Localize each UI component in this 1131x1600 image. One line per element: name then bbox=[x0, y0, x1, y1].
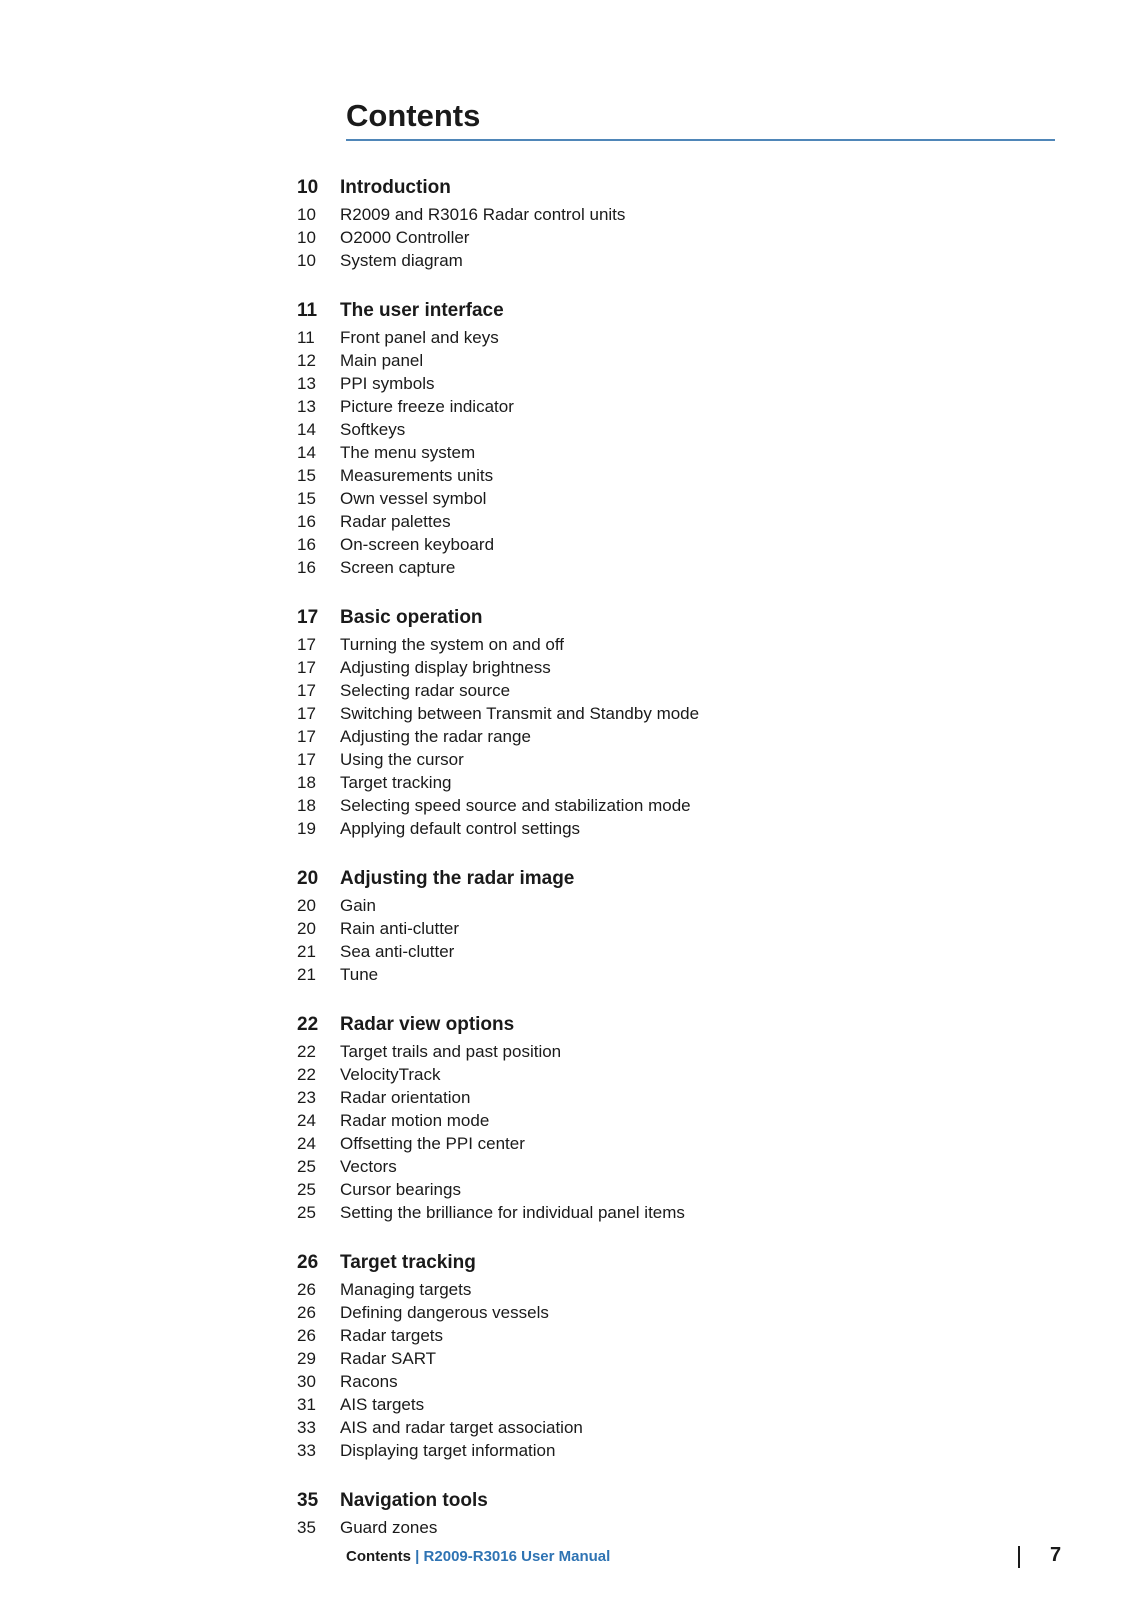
toc-entry-title: Tune bbox=[340, 965, 379, 984]
toc-entry-page: 14 bbox=[297, 420, 316, 439]
toc-entry[interactable] bbox=[297, 633, 1017, 656]
footer-manual-title: R2009-R3016 User Manual bbox=[423, 1548, 611, 1565]
footer-separator: | bbox=[415, 1548, 420, 1565]
toc-entry-page: 11 bbox=[297, 328, 315, 347]
toc-entry[interactable] bbox=[297, 1201, 1017, 1224]
footer bbox=[346, 1548, 610, 1565]
toc-entry[interactable] bbox=[297, 963, 1017, 986]
toc-entry[interactable] bbox=[297, 917, 1017, 940]
toc-entry[interactable] bbox=[297, 894, 1017, 917]
toc-entry-page: 17 bbox=[297, 704, 316, 723]
toc-entry-page: 12 bbox=[297, 351, 316, 370]
toc-entry-title: Radar SART bbox=[340, 1349, 437, 1368]
toc-entry-page: 26 bbox=[297, 1303, 316, 1322]
toc-entry-page: 15 bbox=[297, 466, 316, 485]
toc-entry[interactable] bbox=[297, 702, 1017, 725]
toc-entry-page: 20 bbox=[297, 896, 316, 915]
page-number: 7 bbox=[1050, 1544, 1062, 1566]
toc-section-heading[interactable] bbox=[297, 174, 1017, 202]
toc-entry[interactable] bbox=[297, 326, 1017, 349]
toc-entry-title: Selecting speed source and stabilization mode bbox=[340, 796, 691, 815]
toc-entry-page: 15 bbox=[297, 489, 316, 508]
toc-entry-title: Adjusting display brightness bbox=[340, 658, 551, 677]
toc-entry[interactable] bbox=[297, 226, 1017, 249]
toc-section-page: 10 bbox=[297, 177, 319, 198]
toc-section-page: 20 bbox=[297, 868, 319, 889]
toc-entry-page: 16 bbox=[297, 535, 316, 554]
toc-entry[interactable] bbox=[297, 1178, 1017, 1201]
toc-section-title: Adjusting the radar image bbox=[340, 868, 575, 889]
toc-entry-page: 31 bbox=[297, 1395, 316, 1414]
toc-entry-page: 17 bbox=[297, 727, 316, 746]
toc-section-title: Introduction bbox=[340, 177, 451, 198]
toc-entry[interactable] bbox=[297, 1063, 1017, 1086]
toc-entry-page: 33 bbox=[297, 1441, 316, 1460]
toc-entry-page: 18 bbox=[297, 796, 316, 815]
title-rule bbox=[346, 139, 1055, 141]
toc-entry-page: 13 bbox=[297, 397, 316, 416]
toc-entry-title: Picture freeze indicator bbox=[340, 397, 514, 416]
toc-entry-page: 29 bbox=[297, 1349, 316, 1368]
toc-entry[interactable] bbox=[297, 556, 1017, 579]
toc-entry-title: Main panel bbox=[340, 351, 424, 370]
toc-entry-title: AIS and radar target association bbox=[340, 1418, 583, 1437]
page-number-bar bbox=[1018, 1546, 1020, 1568]
toc-entry[interactable] bbox=[297, 1324, 1017, 1347]
toc-entry-title: Racons bbox=[340, 1372, 398, 1391]
toc-entry[interactable] bbox=[297, 1347, 1017, 1370]
toc-section-heading[interactable] bbox=[297, 1011, 1017, 1039]
toc-entry-title: Radar motion mode bbox=[340, 1111, 490, 1130]
toc-entry[interactable] bbox=[297, 487, 1017, 510]
toc-entry[interactable] bbox=[297, 1393, 1017, 1416]
toc-entry-page: 13 bbox=[297, 374, 316, 393]
toc-entry-title: Displaying target information bbox=[340, 1441, 556, 1460]
toc-entry-title: Target trails and past position bbox=[340, 1042, 562, 1061]
toc-entry-title: Own vessel symbol bbox=[340, 489, 487, 508]
toc-entry-page: 22 bbox=[297, 1042, 316, 1061]
toc-section bbox=[297, 174, 1017, 272]
toc-section-heading[interactable] bbox=[297, 1487, 1017, 1515]
toc-entry-page: 19 bbox=[297, 819, 316, 838]
toc-entry[interactable] bbox=[297, 817, 1017, 840]
toc-entry[interactable] bbox=[297, 940, 1017, 963]
toc-entry[interactable] bbox=[297, 418, 1017, 441]
toc-entry-title: R2009 and R3016 Radar control units bbox=[340, 205, 626, 224]
toc-entry-page: 10 bbox=[297, 251, 316, 270]
toc-entry-page: 17 bbox=[297, 635, 316, 654]
toc-entry[interactable] bbox=[297, 1370, 1017, 1393]
toc-entry-title: Rain anti-clutter bbox=[340, 919, 460, 938]
toc-section bbox=[297, 1249, 1017, 1462]
toc-section-page: 17 bbox=[297, 607, 319, 628]
toc-section-title: Target tracking bbox=[340, 1252, 476, 1273]
toc-entry-page: 17 bbox=[297, 658, 316, 677]
toc-entry[interactable] bbox=[297, 794, 1017, 817]
toc-entry-page: 30 bbox=[297, 1372, 316, 1391]
toc-entry-page: 25 bbox=[297, 1180, 316, 1199]
toc-entry-title: O2000 Controller bbox=[340, 228, 470, 247]
toc-entry-title: Radar orientation bbox=[340, 1088, 471, 1107]
toc-section-title: The user interface bbox=[340, 300, 504, 321]
toc-entry[interactable] bbox=[297, 203, 1017, 226]
toc-entry[interactable] bbox=[297, 533, 1017, 556]
toc-section bbox=[297, 1011, 1017, 1224]
toc-entry-page: 24 bbox=[297, 1111, 316, 1130]
toc-section-title: Navigation tools bbox=[340, 1490, 488, 1511]
toc-entry-title: Setting the brilliance for individual panel items bbox=[340, 1203, 685, 1222]
toc-section-heading[interactable] bbox=[297, 1249, 1017, 1277]
toc-entry-page: 25 bbox=[297, 1157, 316, 1176]
toc-entry-title: Switching between Transmit and Standby mode bbox=[340, 704, 700, 723]
toc-entry-page: 21 bbox=[297, 965, 316, 984]
toc-entry-title: Guard zones bbox=[340, 1518, 438, 1537]
toc-entry[interactable] bbox=[297, 1516, 1017, 1539]
toc-entry-page: 25 bbox=[297, 1203, 316, 1222]
toc-entry-page: 10 bbox=[297, 228, 316, 247]
toc-entry[interactable] bbox=[297, 771, 1017, 794]
toc-section bbox=[297, 297, 1017, 579]
toc-section bbox=[297, 604, 1017, 840]
toc-entry-title: Using the cursor bbox=[340, 750, 464, 769]
toc-entry-page: 17 bbox=[297, 681, 316, 700]
toc-entry-page: 14 bbox=[297, 443, 316, 462]
toc-entry-title: Adjusting the radar range bbox=[340, 727, 531, 746]
toc-entry[interactable] bbox=[297, 1109, 1017, 1132]
toc-entry-title: Measurements units bbox=[340, 466, 494, 485]
toc-entry[interactable] bbox=[297, 349, 1017, 372]
toc-entry-page: 16 bbox=[297, 512, 316, 531]
toc-entry-title: Front panel and keys bbox=[340, 328, 499, 347]
toc-entry[interactable] bbox=[297, 372, 1017, 395]
toc-section bbox=[297, 1487, 1017, 1539]
toc-entry-title: Defining dangerous vessels bbox=[340, 1303, 549, 1322]
toc-entry-title: AIS targets bbox=[340, 1395, 425, 1414]
toc-entry-page: 18 bbox=[297, 773, 316, 792]
toc-entry-title: Vectors bbox=[340, 1157, 397, 1176]
toc-entry[interactable] bbox=[297, 1439, 1017, 1462]
toc-entry-page: 23 bbox=[297, 1088, 316, 1107]
toc-entry-title: Softkeys bbox=[340, 420, 406, 439]
toc-section bbox=[297, 865, 1017, 986]
toc-entry-title: System diagram bbox=[340, 251, 463, 270]
toc-entry[interactable] bbox=[297, 725, 1017, 748]
toc-section-page: 26 bbox=[297, 1252, 319, 1273]
toc-entry-title: Radar targets bbox=[340, 1326, 443, 1345]
toc-entry-title: Screen capture bbox=[340, 558, 456, 577]
toc-entry[interactable] bbox=[297, 1086, 1017, 1109]
toc-section-page: 11 bbox=[297, 300, 318, 321]
toc-entry-page: 10 bbox=[297, 205, 316, 224]
toc-entry-title: Selecting radar source bbox=[340, 681, 511, 700]
toc-entry[interactable] bbox=[297, 1155, 1017, 1178]
toc-entry[interactable] bbox=[297, 395, 1017, 418]
toc-section-title: Basic operation bbox=[340, 607, 483, 628]
toc-entry[interactable] bbox=[297, 441, 1017, 464]
toc-entry-title: Gain bbox=[340, 896, 376, 915]
toc-entry[interactable] bbox=[297, 748, 1017, 771]
toc-entry-page: 22 bbox=[297, 1065, 316, 1084]
toc-entry-page: 26 bbox=[297, 1326, 316, 1345]
toc-entry[interactable] bbox=[297, 1301, 1017, 1324]
toc-entry[interactable] bbox=[297, 1132, 1017, 1155]
toc-entry-title: Radar palettes bbox=[340, 512, 451, 531]
toc-entry-page: 24 bbox=[297, 1134, 316, 1153]
toc-entry[interactable] bbox=[297, 464, 1017, 487]
toc-entry-title: Offsetting the PPI center bbox=[340, 1134, 525, 1153]
toc-entry-title: Target tracking bbox=[340, 773, 452, 792]
toc-entry-title: On-screen keyboard bbox=[340, 535, 495, 554]
toc-entry-page: 20 bbox=[297, 919, 316, 938]
toc-entry[interactable] bbox=[297, 656, 1017, 679]
toc-entry-title: Applying default control settings bbox=[340, 819, 581, 838]
toc-entry-title: VelocityTrack bbox=[340, 1065, 441, 1084]
toc-entry[interactable] bbox=[297, 679, 1017, 702]
toc-entry-title: Sea anti-clutter bbox=[340, 942, 455, 961]
toc-entry-title: Managing targets bbox=[340, 1280, 472, 1299]
toc-section-page: 35 bbox=[297, 1490, 319, 1511]
footer-section: Contents bbox=[346, 1548, 411, 1565]
toc-entry[interactable] bbox=[297, 510, 1017, 533]
toc-section-heading[interactable] bbox=[297, 604, 1017, 632]
toc-entry[interactable] bbox=[297, 249, 1017, 272]
toc-entry-page: 17 bbox=[297, 750, 316, 769]
toc-entry-title: Cursor bearings bbox=[340, 1180, 461, 1199]
toc-entry[interactable] bbox=[297, 1040, 1017, 1063]
page-title: Contents bbox=[346, 98, 481, 133]
toc-section-title: Radar view options bbox=[340, 1014, 515, 1035]
toc-entry[interactable] bbox=[297, 1416, 1017, 1439]
toc-entry-page: 33 bbox=[297, 1418, 316, 1437]
toc-entry-page: 16 bbox=[297, 558, 316, 577]
table-of-contents bbox=[297, 174, 1017, 1564]
toc-entry-title: The menu system bbox=[340, 443, 476, 462]
toc-entry-page: 26 bbox=[297, 1280, 316, 1299]
toc-entry[interactable] bbox=[297, 1278, 1017, 1301]
toc-section-heading[interactable] bbox=[297, 865, 1017, 893]
toc-entry-page: 35 bbox=[297, 1518, 316, 1537]
toc-section-heading[interactable] bbox=[297, 297, 1017, 325]
toc-section-page: 22 bbox=[297, 1014, 319, 1035]
toc-entry-title: Turning the system on and off bbox=[340, 635, 564, 654]
toc-entry-page: 21 bbox=[297, 942, 316, 961]
toc-entry-title: PPI symbols bbox=[340, 374, 435, 393]
